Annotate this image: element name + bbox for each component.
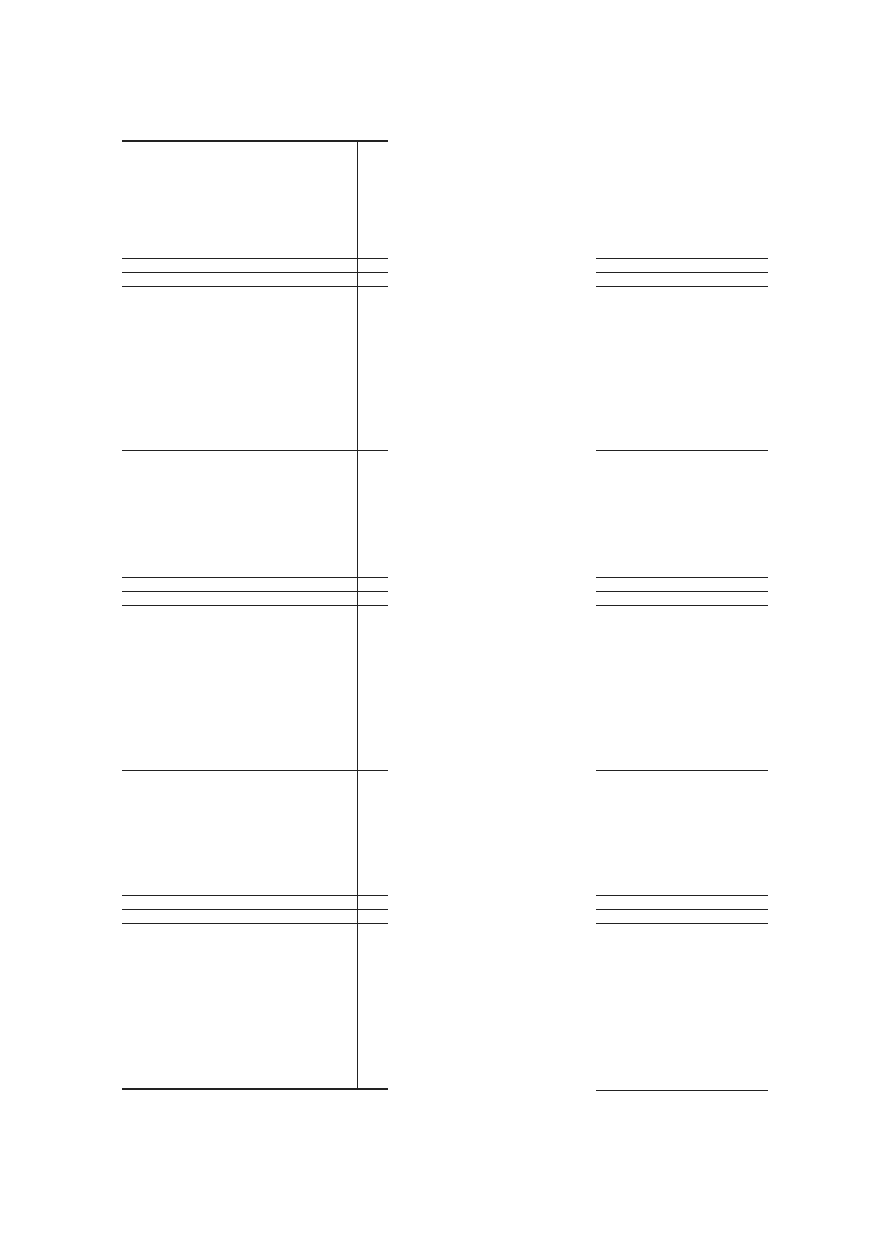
rule — [357, 140, 358, 1090]
rule — [122, 272, 388, 273]
rule — [596, 577, 768, 578]
rule — [596, 450, 768, 451]
rule — [122, 895, 388, 896]
rule — [122, 591, 388, 592]
rule — [122, 286, 388, 287]
rule — [122, 140, 388, 142]
rule — [122, 450, 388, 451]
rule — [596, 591, 768, 592]
rule — [596, 923, 768, 924]
rule — [596, 909, 768, 910]
rule — [596, 1090, 768, 1091]
rule — [122, 258, 388, 259]
rule — [596, 895, 768, 896]
rule — [122, 605, 388, 606]
rule — [122, 770, 388, 771]
rule — [122, 909, 388, 910]
rule — [122, 923, 388, 924]
rule — [596, 605, 768, 606]
rule — [122, 577, 388, 578]
rule — [596, 272, 768, 273]
rule — [596, 770, 768, 771]
rule — [122, 1088, 388, 1090]
rule — [596, 258, 768, 259]
rule — [596, 286, 768, 287]
